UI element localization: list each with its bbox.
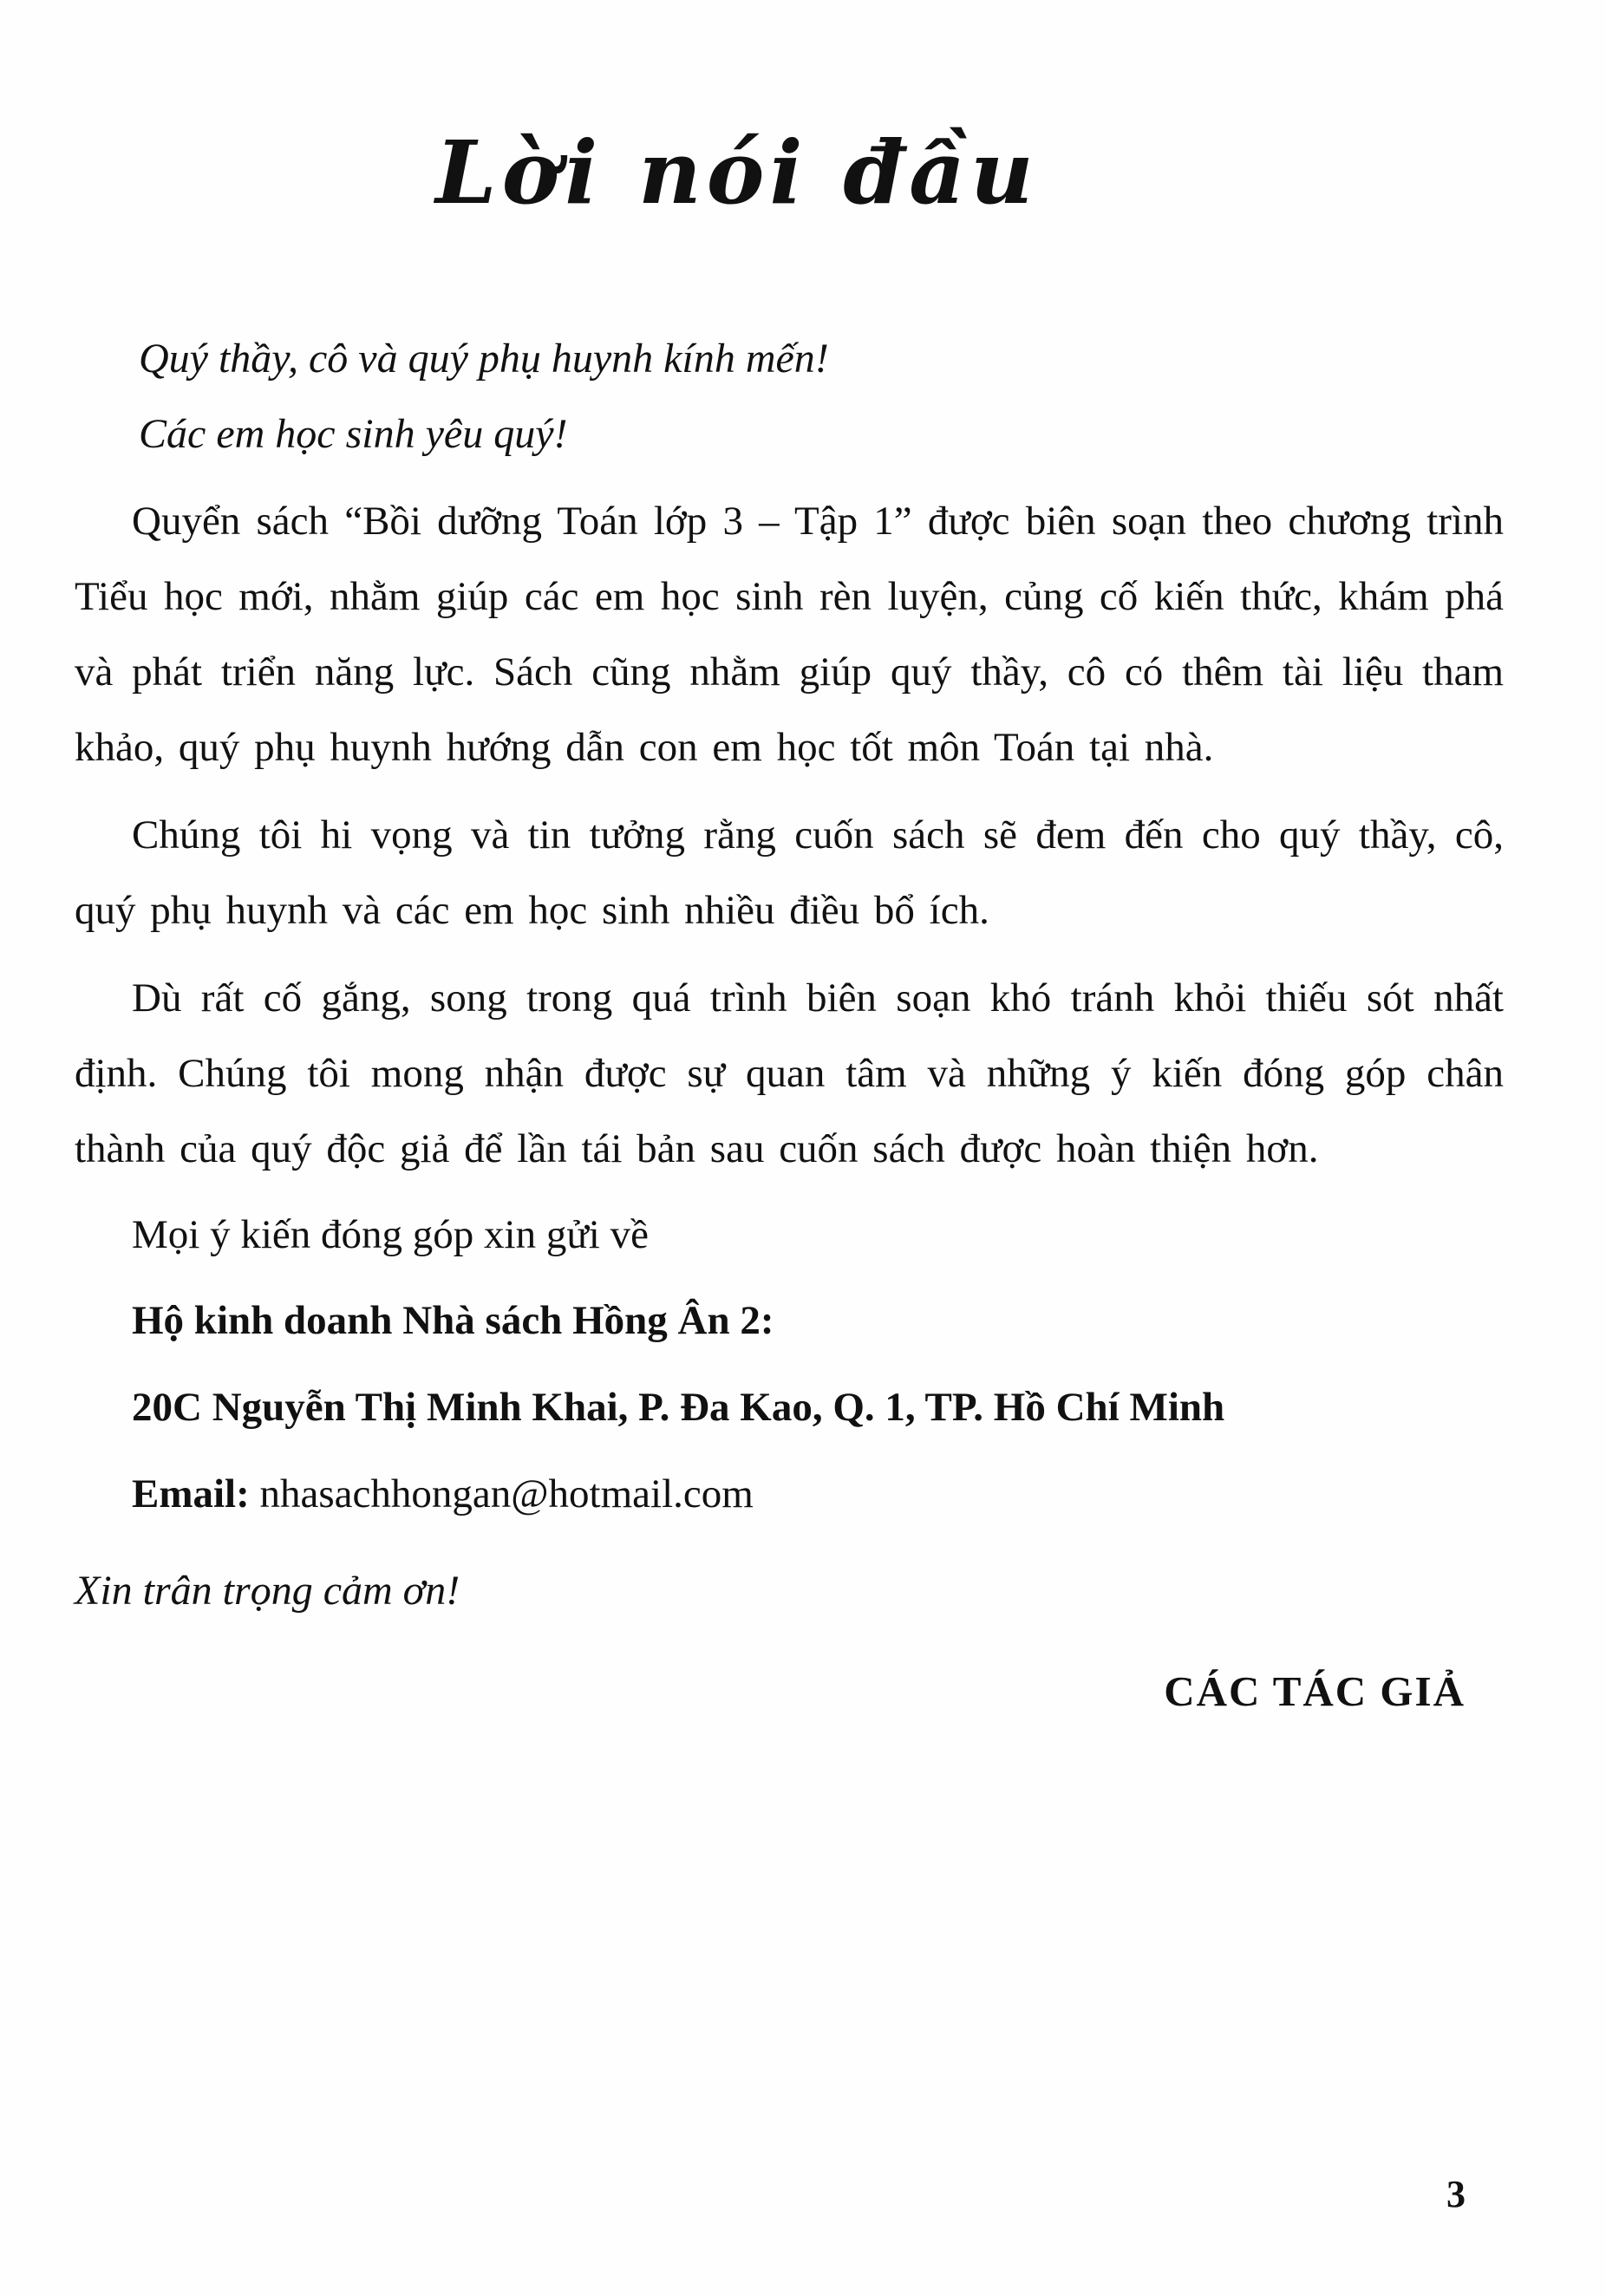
page-title: Lời nói đầu — [435, 121, 1039, 224]
page-content — [0, 102, 1606, 1731]
email-line — [132, 1455, 1504, 1533]
publisher-name: Hộ kinh doanh Nhà sách Hồng Ân 2: — [132, 1298, 774, 1343]
closing-thanks: Xin trân trọng cảm ơn! — [75, 1568, 460, 1614]
publisher-address: 20C Nguyễn Thị Minh Khai, P. Đa Kao, Q. 1, TP. Hồ Chí Minh — [132, 1385, 1225, 1430]
email-label: Email: — [132, 1471, 250, 1517]
salutation-line: Quý thầy, cô và quý phụ huynh kính mến! — [139, 336, 829, 382]
salutation-block — [139, 321, 1504, 472]
email-address: nhasachhongan@hotmail.com — [259, 1471, 754, 1517]
page-number: 3 — [1446, 2173, 1466, 2215]
body-paragraph: Dù rất cố gắng, song trong quá trình biên soạn khó tránh khỏi thiếu sót nhất định. Chúng tôi mong nhận được sự quan tâm và những ý kiến đóng góp chân thành của quý độc giả để lần tái bản sau cuốn sách được hoàn thiện hơn. — [75, 975, 1504, 1171]
body-paragraph: Quyển sách “Bồi dưỡng Toán lớp 3 – Tập 1” được biên soạn theo chương trình Tiểu học mới, nhằm giúp các em học sinh rèn luyện, củng cố kiến thức, khám phá và phát triển năng lực. Sách cũng nhằm giúp quý thầy, cô có thêm tài liệu tham khảo, quý phụ huynh hướng dẫn con em học tốt môn Toán tại nhà. — [75, 499, 1504, 770]
body-paragraph: Chúng tôi hi vọng và tin tưởng rằng cuốn sách sẽ đem đến cho quý thầy, cô, quý phụ huynh và các em học sinh nhiều điều bổ ích. — [75, 812, 1504, 933]
contact-intro: Mọi ý kiến đóng góp xin gửi về — [132, 1212, 649, 1257]
salutation-line: Các em học sinh yêu quý! — [139, 411, 568, 457]
authors-signature: CÁC TÁC GIẢ — [1164, 1667, 1466, 1715]
